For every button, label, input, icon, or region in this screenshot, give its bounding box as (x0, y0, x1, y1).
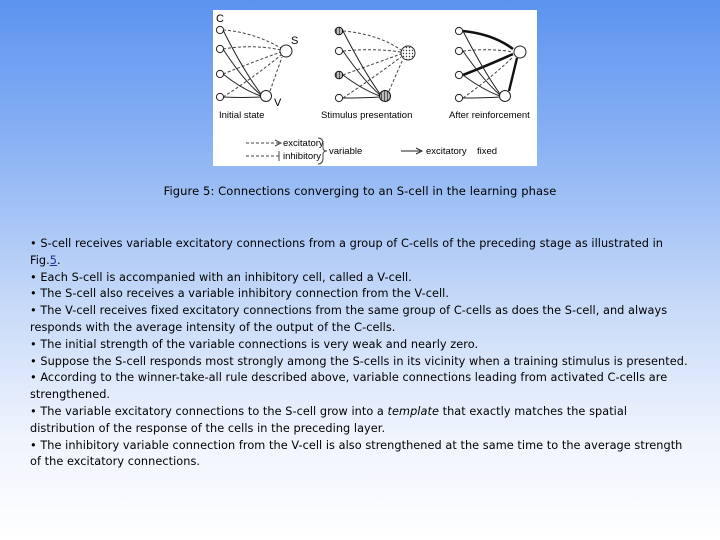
bullet-item: • Each S-cell is accompanied with an inhibitory cell, called a V-cell. (30, 270, 412, 284)
figure-5-link[interactable]: 5 (49, 253, 58, 267)
legend-fixed: fixed (477, 146, 498, 157)
bullet-item (30, 236, 692, 270)
panel-initial-state (216, 13, 298, 121)
c-cell (216, 70, 223, 77)
bullet-text: . (57, 253, 61, 267)
panel-after-reinforcement (449, 27, 530, 121)
connections-diagram (213, 10, 537, 166)
bullet-list (30, 236, 692, 471)
c-cell (455, 47, 462, 54)
panel-stimulus-presentation (321, 27, 415, 121)
legend (246, 138, 497, 164)
legend-variable: variable (329, 146, 363, 157)
c-cell (216, 45, 223, 52)
c-cell (335, 94, 342, 101)
bullet-item: • The inhibitory variable connection from the V-cell is also strengthened at the same time to the average strength of the excitatory connections. (30, 438, 683, 469)
c-cell (455, 71, 462, 78)
c-cells-label: C (216, 13, 224, 25)
bullet-item: • Suppose the S-cell responds most strongly among the S-cells in its vicinity when a training stimulus is presented. (30, 354, 688, 368)
s-cell-label: S (291, 35, 299, 47)
figure-diagram (213, 10, 537, 166)
c-cell (335, 47, 342, 54)
v-cell-active (380, 91, 391, 102)
bullet-text: that exactly matches the spatial distribution of the response of the cells in the preceding layer. (30, 404, 628, 435)
c-cell (455, 94, 462, 101)
v-cell (261, 91, 272, 102)
bullet-item: • The initial strength of the variable connections is very weak and nearly zero. (30, 337, 479, 351)
bullet-item: • The S-cell also receives a variable inhibitory connection from the V-cell. (30, 287, 450, 301)
s-cell-active (401, 46, 415, 60)
c-cell (216, 93, 223, 100)
c-cell-active (335, 27, 343, 35)
c-cell (216, 26, 223, 33)
v-cell-label: V (274, 97, 282, 109)
panel-label: Stimulus presentation (321, 110, 413, 121)
s-cell (514, 46, 526, 58)
bullet-text: • S-cell receives variable excitatory connections from a group of C-cells of the preceding stage as illustrated in Fig. (30, 237, 663, 267)
legend-excitatory: excitatory (283, 138, 324, 149)
c-cell (455, 27, 462, 34)
figure-caption: Figure 5: Connections converging to an S-cell in the learning phase (163, 184, 557, 198)
bullet-item: • According to the winner-take-all rule described above, variable connections leading from activated C-cells are strengthened. (30, 371, 668, 402)
panel-label: Initial state (219, 110, 265, 121)
panel-label: After reinforcement (449, 110, 530, 121)
bullet-item (30, 404, 692, 438)
v-cell (500, 91, 511, 102)
bullet-item: • The V-cell receives fixed excitatory connections from the same group of C-cells as does the S-cell, and always responds with the average intensity of the output of the C-cells. (30, 304, 668, 334)
legend-excitatory-fixed: excitatory (426, 146, 467, 157)
template-emphasis: template (387, 404, 439, 418)
bullet-text: • The variable excitatory connections to the S-cell grow into a (30, 404, 388, 418)
legend-inhibitory: inhibitory (283, 151, 322, 162)
c-cell-active (335, 71, 343, 79)
